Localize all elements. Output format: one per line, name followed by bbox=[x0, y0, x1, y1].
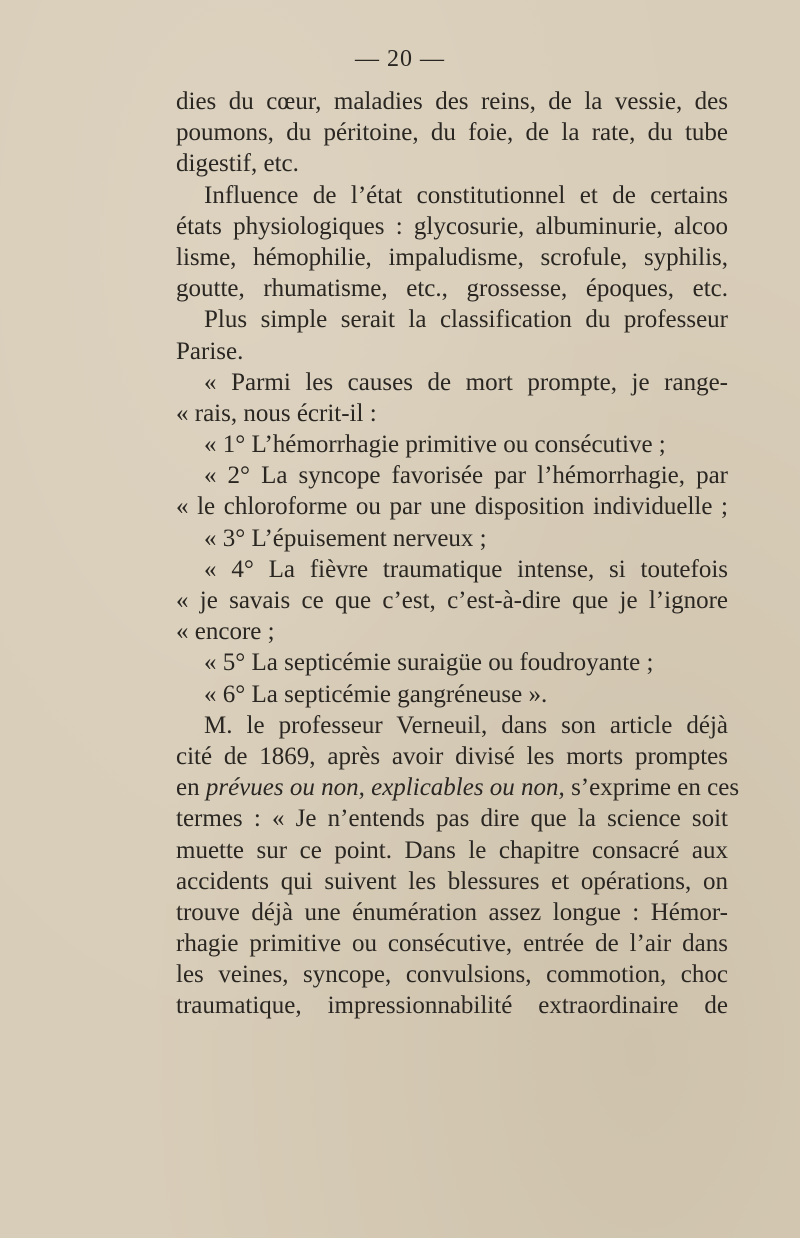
text-line: « 3° L’épuisement nerveux ; bbox=[204, 524, 487, 552]
text-line-mixed bbox=[176, 772, 740, 803]
italic-fragment: prévues ou non, explicables ou non, bbox=[205, 774, 565, 802]
text-line: « le chloroforme ou par une disposition individuelle ; bbox=[176, 493, 728, 521]
text-line: « 5° La septicémie suraigüe ou foudroyante ; bbox=[204, 649, 654, 677]
text-line: « encore ; bbox=[176, 618, 275, 646]
body-text bbox=[176, 86, 740, 1022]
text-line: rhagie primitive ou consécutive, entrée de l’air dans bbox=[176, 930, 728, 958]
text-line: « rais, nous écrit-il : bbox=[176, 399, 377, 427]
text-line: « 4° La fièvre traumatique intense, si toutefois bbox=[204, 555, 728, 583]
text-line: poumons, du péritoine, du foie, de la rate, du tube bbox=[176, 119, 728, 147]
text-line: traumatique, impressionnabilité extraordinaire de bbox=[176, 992, 728, 1020]
text-line: états physiologiques : glycosurie, albuminurie, alcoo bbox=[176, 212, 728, 240]
text-line: « 2° La syncope favorisée par l’hémorrhagie, par bbox=[204, 462, 728, 490]
text-line: « 6° La septicémie gangréneuse ». bbox=[204, 680, 548, 708]
text-fragment: s’exprime en ces bbox=[564, 774, 740, 802]
text-line: accidents qui suivent les blessures et opérations, on bbox=[176, 867, 728, 895]
page-number: — 20 — bbox=[355, 46, 445, 72]
text-fragment: en bbox=[176, 774, 206, 802]
text-line: « 1° L’hémorrhagie primitive ou consécutive ; bbox=[204, 431, 666, 459]
text-line: termes : « Je n’entends pas dire que la science soit bbox=[176, 805, 728, 833]
text-line: M. le professeur Verneuil, dans son article déjà bbox=[204, 711, 728, 739]
text-line: les veines, syncope, convulsions, commotion, choc bbox=[176, 961, 728, 989]
text-line: goutte, rhumatisme, etc., grossesse, époques, etc. bbox=[176, 275, 728, 303]
text-line: Parise. bbox=[176, 337, 244, 365]
text-line: « je savais ce que c’est, c’est-à-dire que je l’ignore bbox=[176, 587, 728, 614]
text-line: « Parmi les causes de mort prompte, je range- bbox=[204, 368, 728, 396]
text-line: dies du cœur, maladies des reins, de la vessie, des bbox=[176, 88, 728, 115]
text-line: digestif, etc. bbox=[176, 150, 299, 178]
text-line: muette sur ce point. Dans le chapitre consacré aux bbox=[176, 836, 728, 864]
text-line: trouve déjà une énumération assez longue : Hémor- bbox=[176, 898, 728, 926]
text-line: lisme, hémophilie, impaludisme, scrofule, syphilis, bbox=[176, 243, 728, 271]
text-line: Influence de l’état constitutionnel et de certains bbox=[204, 181, 728, 209]
text-line: cité de 1869, après avoir divisé les morts promptes bbox=[176, 742, 728, 770]
text-line: Plus simple serait la classification du professeur bbox=[204, 306, 728, 334]
